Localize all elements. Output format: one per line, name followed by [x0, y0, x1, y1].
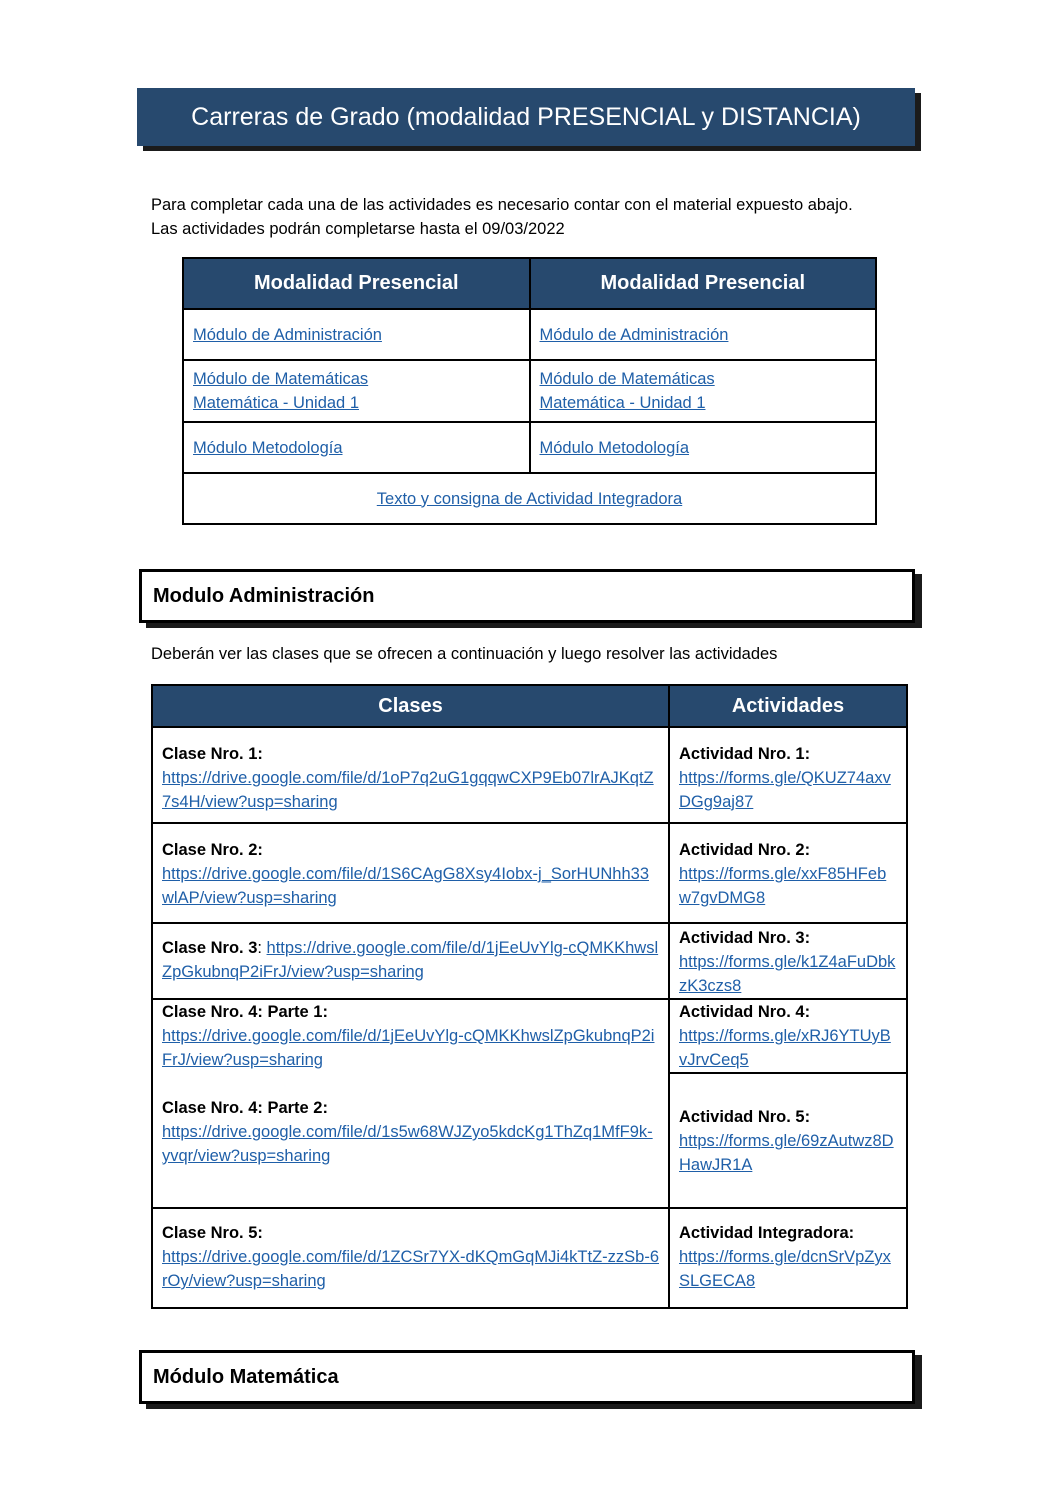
modalidad-cell [530, 309, 877, 360]
modalidad-header-right: Modalidad Presencial [530, 258, 877, 309]
modalidad-cell [530, 422, 877, 473]
intro-line-2: Las actividades podrán completarse hasta el 09/03/2022 [151, 220, 565, 238]
actividad-label: Actividad Integradora: [679, 1224, 855, 1242]
actividad-cell [669, 999, 907, 1073]
clase-label: Clase Nro. 5: [162, 1224, 263, 1242]
modalidad-cell [183, 360, 530, 422]
actividad-cell [669, 1208, 907, 1308]
actividad-cell [669, 727, 907, 823]
link-modulo-metodologia[interactable]: Módulo Metodología [539, 438, 690, 457]
link-modulo-metodologia[interactable]: Módulo Metodología [193, 438, 343, 457]
actividad-link[interactable]: https://forms.gle/dcnSrVpZyxSLGECA8 [679, 1248, 891, 1290]
clase-cell [152, 823, 669, 923]
clase-link[interactable]: https://drive.google.com/file/d/1jEeUvYlg-cQMKKhwslZpGkubnqP2iFrJ/view?usp=sharing [162, 939, 659, 981]
clase-cell [152, 1208, 669, 1308]
modalidad-cell [530, 360, 877, 422]
link-matematica-unidad-1[interactable]: Matemática - Unidad 1 [539, 394, 706, 412]
actividad-link[interactable]: https://forms.gle/xRJ6YTUyBvJrvCeq5 [679, 1027, 891, 1069]
clase-label: Clase Nro. 3 [162, 939, 258, 957]
modalidad-cell [183, 309, 530, 360]
clase-link[interactable]: https://drive.google.com/file/d/1S6CAgG8Xsy4Iobx-j_SorHUNhh33wlAP/view?usp=sharing [162, 865, 649, 907]
clase-label: Clase Nro. 2: [162, 841, 263, 859]
link-modulo-matematicas[interactable]: Módulo de Matemáticas [193, 370, 369, 388]
actividades-header: Actividades [669, 685, 907, 727]
clase-label: Clase Nro. 4: Parte 2: [162, 1099, 328, 1117]
clases-header: Clases [152, 685, 669, 727]
link-modulo-administracion[interactable]: Módulo de Administración [193, 325, 382, 344]
link-modulo-administracion[interactable]: Módulo de Administración [539, 325, 729, 344]
clase-label: Clase Nro. 4: Parte 1: [162, 1003, 328, 1021]
clase-label: Clase Nro. 1: [162, 745, 263, 763]
modalidad-footer-cell [183, 473, 876, 524]
actividad-label: Actividad Nro. 4: [679, 1003, 811, 1021]
clase-link[interactable]: https://drive.google.com/file/d/1s5w68WJZyo5kdcKg1ThZq1MfF9k-yvqr/view?usp=sharing [162, 1123, 653, 1165]
actividad-label: Actividad Nro. 3: [679, 929, 811, 947]
link-matematica-unidad-1[interactable]: Matemática - Unidad 1 [193, 394, 359, 412]
actividad-link[interactable]: https://forms.gle/QKUZ74axvDGg9aj87 [679, 769, 891, 811]
intro-text [151, 193, 853, 241]
link-modulo-matematicas[interactable]: Módulo de Matemáticas [539, 370, 715, 388]
clase-cell: Clase Nro. 3: https://drive.google.com/file/d/1jEeUvYlg-cQMKKhwslZpGkubnqP2iFrJ/view?usp=sharing [152, 923, 669, 999]
actividad-label: Actividad Nro. 1: [679, 745, 811, 763]
section-heading-administracion: Modulo Administración [139, 569, 915, 623]
modalidad-cell [183, 422, 530, 473]
clase-link[interactable]: https://drive.google.com/file/d/1jEeUvYlg-cQMKKhwslZpGkubnqP2iFrJ/view?usp=sharing [162, 1027, 655, 1069]
section-instructions: Deberán ver las clases que se ofrecen a continuación y luego resolver las actividades [151, 645, 778, 663]
clase-cell [152, 727, 669, 823]
actividad-label: Actividad Nro. 5: [679, 1107, 811, 1126]
actividad-link[interactable]: https://forms.gle/k1Z4aFuDbkzK3czs8 [679, 953, 896, 995]
actividad-cell [669, 1073, 907, 1208]
actividad-link[interactable]: https://forms.gle/xxF85HFebw7gvDMG8 [679, 865, 887, 907]
section-heading-matematica: Módulo Matemática [139, 1350, 915, 1404]
clase-cell [152, 999, 669, 1208]
modalidades-table [182, 257, 877, 525]
link-actividad-integradora[interactable]: Texto y consigna de Actividad Integradora [376, 489, 683, 508]
actividad-cell [669, 923, 907, 999]
clase-link[interactable]: https://drive.google.com/file/d/1ZCSr7YX-dKQmGqMJi4kTtZ-zzSb-6rOy/view?usp=sharing [162, 1248, 659, 1290]
clases-actividades-table [151, 684, 908, 1309]
actividad-cell [669, 823, 907, 923]
clase-link[interactable]: https://drive.google.com/file/d/1oP7q2uG1gqqwCXP9Eb07lrAJKqtZ7s4H/view?usp=sharing [162, 769, 654, 811]
modalidad-header-left: Modalidad Presencial [183, 258, 530, 309]
actividad-link[interactable]: https://forms.gle/69zAutwz8DHawJR1A [679, 1131, 894, 1174]
actividad-label: Actividad Nro. 2: [679, 841, 811, 859]
intro-line-1: Para completar cada una de las actividades es necesario contar con el material expuesto abajo. [151, 196, 853, 214]
page-title: Carreras de Grado (modalidad PRESENCIAL y DISTANCIA) [137, 88, 915, 146]
